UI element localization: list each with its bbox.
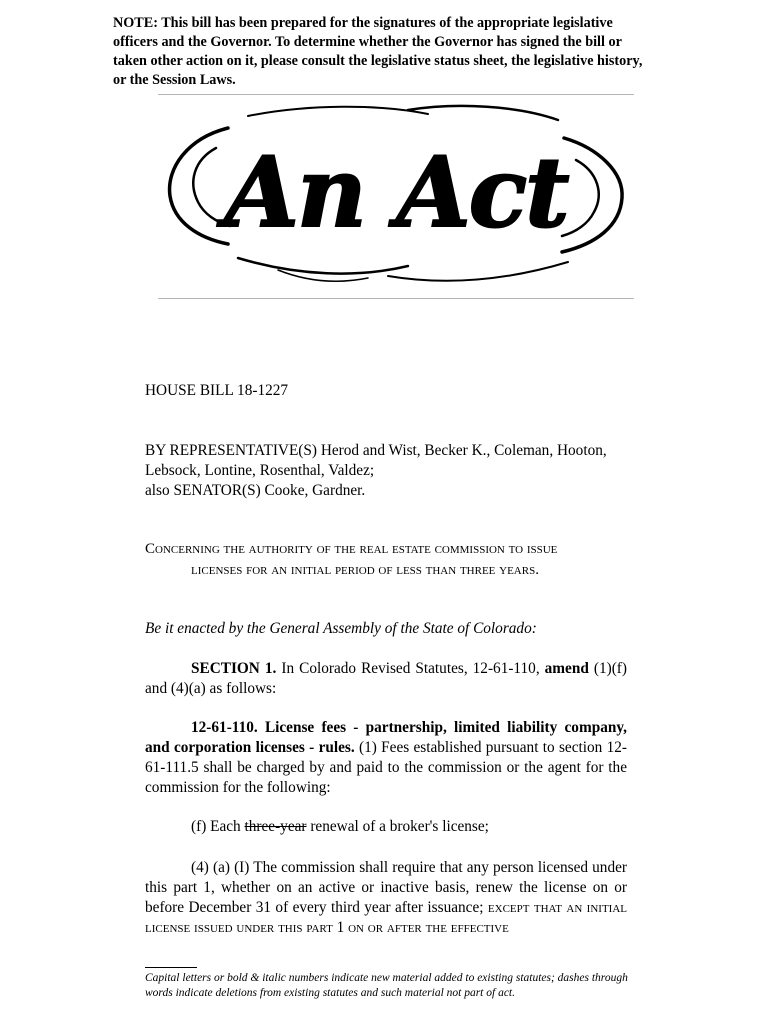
subsection-f-prefix: (f) Each <box>191 818 245 835</box>
legislative-note: NOTE: This bill has been prepared for the signatures of the appropriate legislative officers and the Governor. To determine whether the Governor has signed the bill or taken other action on it, please consult the legislative status sheet, the legislative history, or the Session Laws. <box>113 15 643 88</box>
footnote-rule <box>145 967 197 968</box>
bill-number: HOUSE BILL 18-1227 <box>145 382 289 399</box>
footnote: Capital letters or bold & italic numbers indicate new material added to existing statutes; dashes through words indicate deletions from existing statutes and such material not part of act. <box>145 972 628 999</box>
section-1-text: In Colorado Revised Statutes, 12-61-110, <box>276 660 545 677</box>
bill-title-line-2: licenses for an initial period of less than three years. <box>191 562 539 578</box>
sponsors-line-1: BY REPRESENTATIVE(S) Herod and Wist, Becker K., Coleman, Hooton, <box>145 442 607 459</box>
section-1-heading: SECTION 1. <box>191 660 277 677</box>
logo-bottom-rule <box>158 298 634 299</box>
statute-text: (1) Fees established pursuant to section 12-61-111.5 shall be charged by and paid to the commission or the agent for the commission for the following: <box>145 739 627 796</box>
subsection-4a-text: (4) (a) (I) The commission shall require that any person licensed under this part 1, whether on an active or inactive basis, renew the license on or before December 31 of every third year after issuance; <box>145 859 627 916</box>
bill-title-line-1: Concerning the authority of the real estate commission to issue <box>145 541 558 557</box>
section-1 <box>145 659 627 699</box>
subsection-f-suffix: renewal of a broker's license; <box>306 818 489 835</box>
deleted-text: three-year <box>244 818 307 835</box>
sponsors-line-2: Lebsock, Lontine, Rosenthal, Valdez; <box>145 462 375 479</box>
logo-top-rule <box>158 94 634 95</box>
new-material-text: except that an initial license issued under this part 1 on or after the effective <box>145 899 627 936</box>
an-act-logo-text: An Act <box>224 136 568 249</box>
sponsors-line-3: also SENATOR(S) Cooke, Gardner. <box>145 482 366 499</box>
statute-heading: 12-61-110. License fees - partnership, limited liability company, and corporation licenses - rules. <box>145 719 627 756</box>
subsection-4a <box>145 858 627 938</box>
sponsors <box>145 441 627 501</box>
section-1-amend: amend <box>544 660 589 677</box>
an-act-logo <box>158 98 634 294</box>
bill-title <box>145 539 627 581</box>
section-1-text-2: (1)(f) and (4)(a) as follows: <box>145 660 627 697</box>
subsection-f <box>145 817 673 837</box>
statute-section <box>145 718 627 798</box>
enacting-clause: Be it enacted by the General Assembly of the State of Colorado: <box>145 620 537 637</box>
